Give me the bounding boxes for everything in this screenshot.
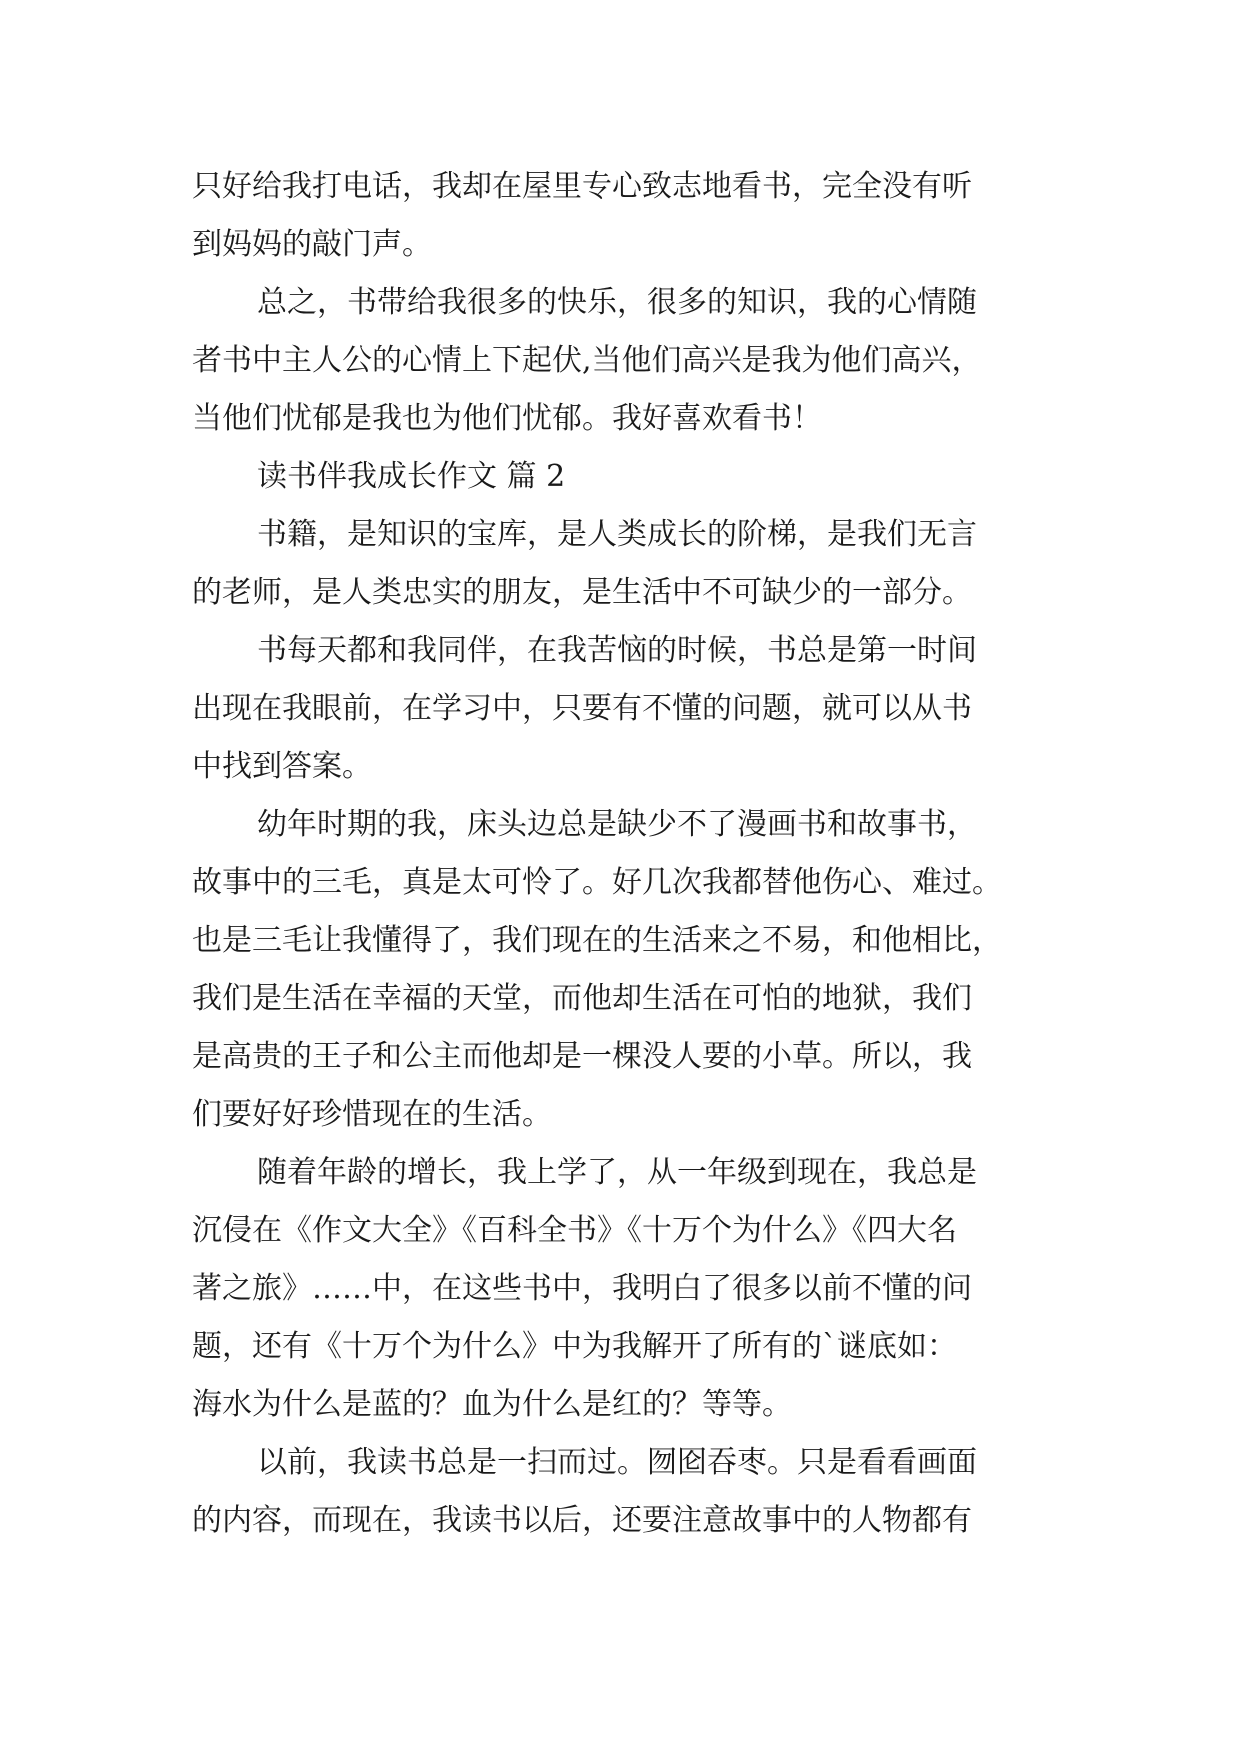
- text-line: 书每天都和我同伴，在我苦恼的时候，书总是第一时间: [257, 633, 977, 668]
- text-line: 只好给我打电话，我却在屋里专心致志地看书，完全没有听: [192, 169, 972, 204]
- text-line: 是高贵的王子和公主而他却是一棵没人要的小草。所以，我: [192, 1039, 972, 1074]
- text-line: 我们是生活在幸福的天堂，而他却生活在可怕的地狱，我们: [192, 981, 972, 1016]
- text-line: 到妈妈的敲门声。: [192, 227, 432, 262]
- text-line: 的老师，是人类忠实的朋友，是生活中不可缺少的一部分。: [192, 575, 972, 610]
- text-line: 中找到答案。: [192, 749, 372, 784]
- text-line: 海水为什么是蓝的？血为什么是红的？等等。: [192, 1387, 792, 1422]
- section-heading: 读书伴我成长作文 篇 2: [257, 459, 566, 494]
- text-line: 的内容，而现在，我读书以后，还要注意故事中的人物都有: [192, 1503, 972, 1538]
- text-line: 也是三毛让我懂得了，我们现在的生活来之不易，和他相比，: [192, 923, 1002, 958]
- text-line: 故事中的三毛，真是太可怜了。好几次我都替他伤心、难过。: [192, 865, 1002, 900]
- text-line: 以前，我读书总是一扫而过。囫囵吞枣。只是看看画面: [257, 1445, 977, 1480]
- text-line: 题，还有《十万个为什么》中为我解开了所有的`谜底如：: [192, 1329, 957, 1364]
- text-line: 著之旅》……中，在这些书中，我明白了很多以前不懂的问: [192, 1271, 972, 1306]
- text-line: 总之，书带给我很多的快乐，很多的知识，我的心情随: [257, 285, 977, 320]
- text-line: 出现在我眼前，在学习中，只要有不懂的问题，就可以从书: [192, 691, 972, 726]
- text-line: 幼年时期的我，床头边总是缺少不了漫画书和故事书，: [257, 807, 977, 842]
- text-line: 们要好好珍惜现在的生活。: [192, 1097, 552, 1132]
- text-line: 沉侵在《作文大全》《百科全书》《十万个为什么》《四大名: [192, 1213, 957, 1248]
- text-line: 者书中主人公的心情上下起伏,当他们高兴是我为他们高兴，: [192, 343, 982, 378]
- text-line: 书籍，是知识的宝库，是人类成长的阶梯，是我们无言: [257, 517, 977, 552]
- text-line: 随着年龄的增长，我上学了，从一年级到现在，我总是: [257, 1155, 977, 1190]
- text-line: 当他们忧郁是我也为他们忧郁。我好喜欢看书！: [192, 401, 822, 436]
